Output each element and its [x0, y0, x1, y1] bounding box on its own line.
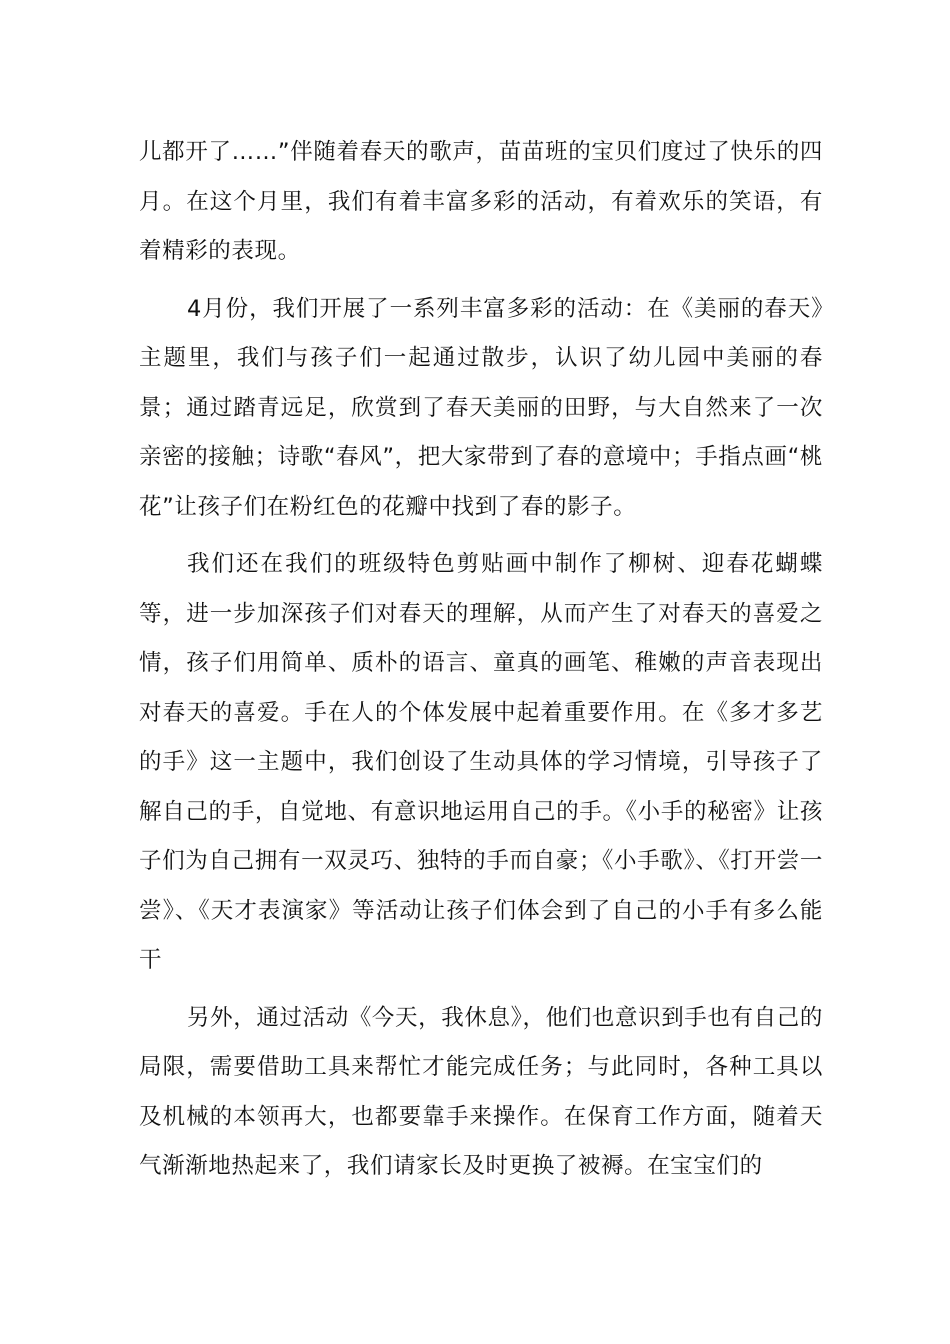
- document-body: [139, 128, 823, 1200]
- paragraph-3: 我们还在我们的班级特色剪贴画中制作了柳树、迎春花蝴蝶等，进一步加深孩子们对春天的理解，从而产生了对春天的喜爱之情，孩子们用简单、质朴的语言、童真的画笔、稚嫩的声音表现出对春天的喜爱。手在人的个体发展中起着重要作用。在《多才多艺的手》这一主题中，我们创设了生动具体的学习情境，引导孩子了解自己的手，自觉地、有意识地运用自己的手。《小手的秘密》让孩子们为自己拥有一双灵巧、独特的手而自豪；《小手歌》、《打开尝一尝》、《天才表演家》等活动让孩子们体会到了自己的小手有多么能干: [139, 551, 823, 973]
- paragraph-4: 另外，通过活动《今天，我休息》，他们也意识到手也有自己的局限，需要借助工具来帮忙才能完成任务；与此同时，各种工具以及机械的本领再大，也都要靠手来操作。在保育工作方面，随着天气渐渐地热起来了，我们请家长及时更换了被褥。在宝宝们的: [139, 1004, 823, 1179]
- paragraph-2: 4月份，我们开展了一系列丰富多彩的活动：在《美丽的春天》主题里，我们与孩子们一起通过散步，认识了幼儿园中美丽的春景；通过踏青远足，欣赏到了春天美丽的田野，与大自然来了一次亲密的接触；诗歌“春风”，把大家带到了春的意境中；手指点画“桃花”让孩子们在粉红色的花瓣中找到了春的影子。: [139, 295, 823, 520]
- paragraph-1: 儿都开了……”伴随着春天的歌声，苗苗班的宝贝们度过了快乐的四月。在这个月里，我们有着丰富多彩的活动，有着欢乐的笑语，有着精彩的表现。: [139, 139, 823, 264]
